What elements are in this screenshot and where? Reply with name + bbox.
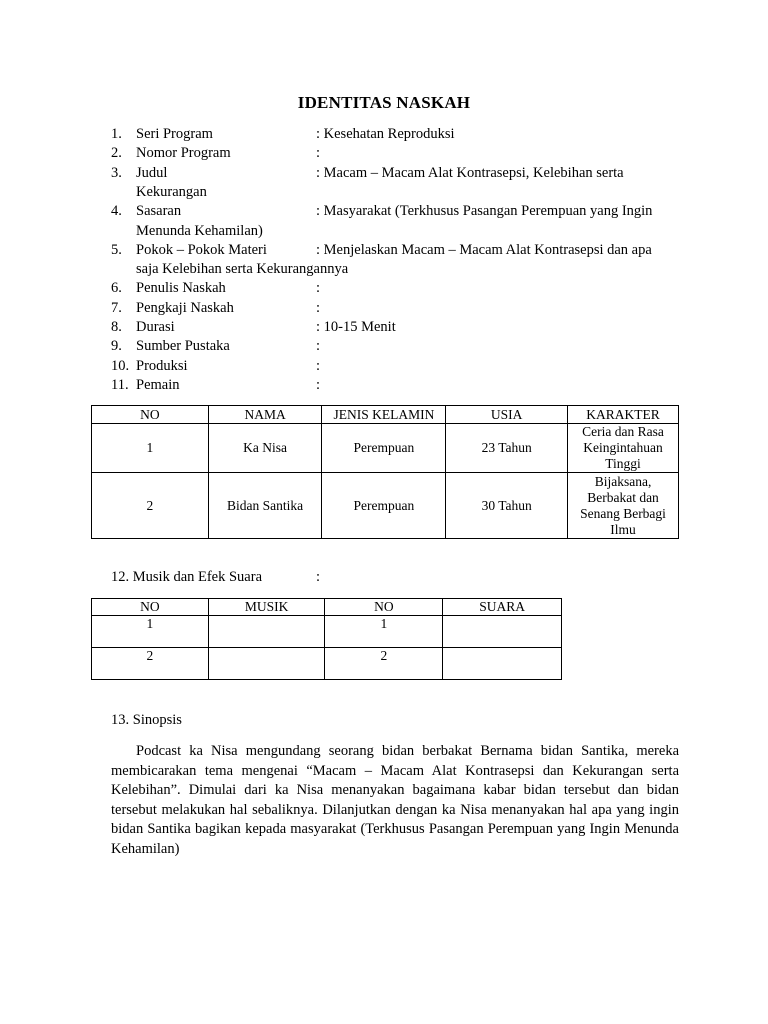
identity-row [0, 164, 768, 183]
identity-label: Seri Program [136, 126, 213, 142]
identity-number: 5. [111, 241, 122, 258]
music-cell-no-2: 1 [325, 616, 443, 648]
music-header-suara: SUARA [443, 599, 562, 616]
identity-value: : [316, 338, 321, 355]
music-table [91, 598, 562, 680]
identity-number: 9. [111, 338, 122, 355]
identity-value: : Menjelaskan Macam – Macam Alat Kontrasepsi dan apa [316, 241, 652, 258]
identity-row [0, 183, 768, 202]
cast-header-nama: NAMA [208, 406, 322, 424]
identity-label: Pokok – Pokok Materi [136, 241, 267, 258]
cast-cell-nama: Bidan Santika [208, 473, 322, 539]
identity-number: 6. [111, 280, 122, 297]
synopsis-paragraph: Podcast ka Nisa mengundang seorang bidan berbakat Bernama bidan Santika, mereka membicarakan tema mengenai “Macam – Macam Alat Kontrasepsi dan Kekurangan serta Kelebihan”. Dimulai dari ka Nisa menanyakan bagaimana kabar bidan tersebut dan bidan tersebut melakukan hal sebaliknya. Dilanjutkan dengan ka Nisa menanyakan hal apa yang ingin bidan Santika bagikan kepada masyarakat (Terkhusus Pasangan Perempuan yang Ingin Menunda Kehamilan) [111, 743, 679, 857]
music-table-header [92, 599, 562, 616]
music-cell-suara [443, 616, 562, 648]
music-header-no: NO [92, 599, 209, 616]
cast-header-no: NO [92, 406, 209, 424]
identity-number: 1. [111, 126, 122, 142]
cast-header-jenis-kelamin: JENIS KELAMIN [322, 406, 446, 424]
music-section-colon: : [316, 569, 321, 585]
identity-row [0, 125, 768, 144]
identity-number: 7. [111, 299, 122, 316]
cast-table [91, 405, 679, 539]
cast-cell-usia: 30 Tahun [446, 473, 568, 539]
identity-label: saja Kelebihan serta Kekurangannya [136, 261, 349, 278]
cast-header-usia: USIA [446, 406, 568, 424]
identity-value: : Macam – Macam Alat Kontrasepsi, Kelebihan serta [316, 164, 624, 181]
cast-cell-no: 1 [92, 424, 209, 473]
identity-label: Menunda Kehamilan) [136, 222, 263, 239]
identity-number: 4. [111, 203, 122, 220]
cast-cell-jenis-kelamin: Perempuan [322, 424, 446, 473]
music-cell-suara [443, 648, 562, 680]
cast-cell-jenis-kelamin: Perempuan [322, 473, 446, 539]
identity-row [0, 279, 768, 298]
identity-label: Sasaran [136, 203, 182, 220]
identity-row [0, 357, 768, 376]
identity-value: : [316, 357, 321, 374]
identity-label: Produksi [136, 357, 188, 374]
identity-value: : [316, 145, 321, 162]
table-row [92, 648, 562, 680]
music-cell-musik [208, 616, 325, 648]
identity-value: : Kesehatan Reproduksi [316, 126, 455, 142]
identity-row [0, 376, 768, 395]
identity-label: Sumber Pustaka [136, 338, 230, 355]
cast-cell-usia: 23 Tahun [446, 424, 568, 473]
music-cell-musik [208, 648, 325, 680]
identity-label: Pengkaji Naskah [136, 299, 234, 316]
identity-number: 10. [111, 357, 130, 374]
cast-cell-karakter: Ceria dan Rasa Keingintahuan Tinggi [568, 424, 679, 473]
identity-label: Nomor Program [136, 145, 231, 162]
identity-row [0, 337, 768, 356]
identity-label: Penulis Naskah [136, 280, 226, 297]
identity-row [0, 202, 768, 221]
table-row [92, 424, 679, 473]
cast-table-header [92, 406, 679, 424]
identity-row [0, 222, 768, 241]
identity-row [0, 241, 768, 260]
identity-row [0, 318, 768, 337]
music-header-musik: MUSIK [208, 599, 325, 616]
cast-cell-nama: Ka Nisa [208, 424, 322, 473]
identity-value: : [316, 280, 321, 297]
music-section-label: 12. Musik dan Efek Suara [111, 569, 263, 585]
identity-label: Judul [136, 164, 168, 181]
identity-value: : 10-15 Menit [316, 319, 396, 335]
identity-number: 11. [111, 376, 129, 393]
music-cell-no: 2 [92, 648, 209, 680]
identity-value: : [316, 376, 321, 393]
music-cell-no-2: 2 [325, 648, 443, 680]
table-row [92, 473, 679, 539]
music-cell-no: 1 [92, 616, 209, 648]
music-header-no-2: NO [325, 599, 443, 616]
identity-number: 2. [111, 145, 122, 162]
identity-row [0, 299, 768, 318]
identity-value: : Masyarakat (Terkhusus Pasangan Perempuan yang Ingin [316, 203, 653, 220]
table-row [92, 616, 562, 648]
cast-header-karakter: KARAKTER [568, 406, 679, 424]
identity-row [0, 260, 768, 279]
document-title: IDENTITAS NASKAH [297, 93, 471, 112]
identity-number: 8. [111, 319, 122, 335]
synopsis-heading: 13. Sinopsis [111, 712, 182, 728]
identity-row [0, 144, 768, 163]
identity-number: 3. [111, 164, 122, 181]
identity-label: Pemain [136, 376, 180, 393]
identity-label: Durasi [136, 319, 175, 335]
identity-value: : [316, 299, 321, 316]
identity-label: Kekurangan [136, 183, 207, 200]
cast-cell-karakter: Bijaksana, Berbakat dan Senang Berbagi Ilmu [568, 473, 679, 539]
cast-cell-no: 2 [92, 473, 209, 539]
